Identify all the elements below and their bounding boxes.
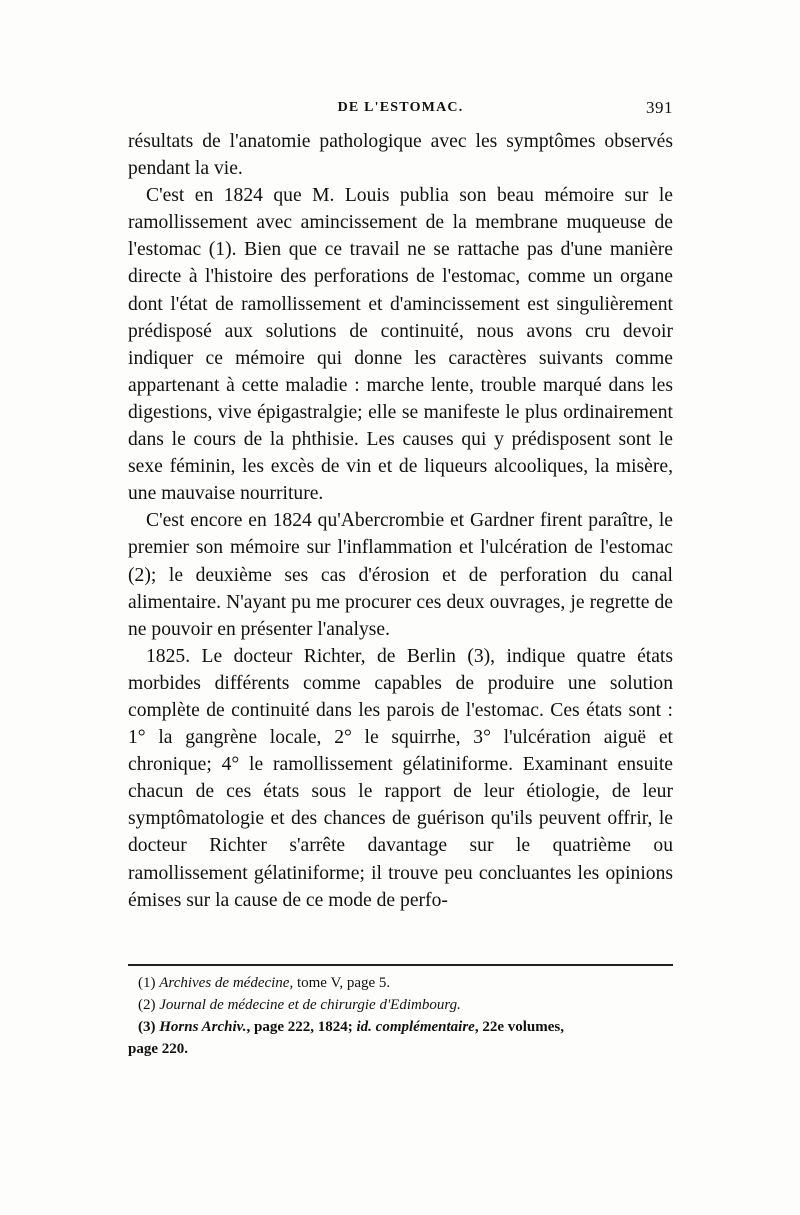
footnote-3 (128, 1016, 673, 1038)
page-number: 391 (646, 98, 673, 117)
footnote-2-marker: (2) (138, 997, 156, 1013)
paragraph-3: C'est encore en 1824 qu'Abercrombie et Gardner firent paraître, le premier son mémoire sur l'inflammation et l'ulcération de l'estomac (2); le deuxième ses cas d'érosion et de perforation du canal alimentaire. N'ayant pu me procurer ces deux ouvrages, je regrette de ne pouvoir en présenter l'analyse. (128, 510, 673, 640)
body-text (128, 128, 673, 914)
footnote-2 (128, 994, 673, 1016)
running-head (128, 100, 673, 126)
footnote-3-title2: id. complémentaire (356, 1019, 475, 1035)
footnote-3-rest2: , 22e volumes, (474, 1019, 564, 1035)
footnote-1-marker: (1) (138, 975, 156, 991)
footnotes (128, 972, 673, 1060)
footnote-2-title: Journal de médecine et de chirurgie d'Edimbourg. (159, 997, 461, 1013)
footnote-1-rest: , tome V, page 5. (289, 975, 391, 991)
footnote-3-continuation: page 220. (128, 1041, 188, 1057)
footnote-3-rest: , page 222, 1824; (246, 1019, 357, 1035)
paragraph-4: 1825. Le docteur Richter, de Berlin (3), indique quatre états morbides différents comme capables de produire une solution complète de continuité dans les parois de l'estomac. Ces états sont : 1° la gangrène locale, 2° le squirrhe, 3° l'ulcération aiguë et chronique; 4° le ramollissement gélatiniforme. Examinant ensuite chacun de ces états sous le rapport de leur étiologie, de leur symptômatologie et des chances de guérison qu'ils peuvent offrir, le docteur Richter s'arrête davantage sur le quatrième ou ramollissement gélatiniforme; il trouve peu concluantes les opinions émises sur la cause de ce mode de perfo- (128, 645, 673, 911)
paragraph-1: résultats de l'anatomie pathologique avec les symptômes observés pendant la vie. (128, 131, 673, 180)
footnote-3-title: Horns Archiv. (159, 1019, 247, 1035)
footnote-3-marker: (3) (138, 1019, 156, 1035)
footnote-1-title: Archives de médecine (159, 975, 290, 991)
paragraph-2: C'est en 1824 que M. Louis publia son beau mémoire sur le ramollissement avec amincissement de la membrane muqueuse de l'estomac (1). Bien que ce travail ne se rattache pas d'une manière directe à l'histoire des perforations de l'estomac, comme un organe dont l'état de ramollissement et d'amincissement est singulièrement prédisposé aux solutions de continuité, nous avons cru devoir indiquer ce mémoire qui donne les caractères suivants comme appartenant à cette maladie : marche lente, trouble marqué dans les digestions, vive épigastralgie; elle se manifeste le plus ordinairement dans le cours de la phthisie. Les causes qui y prédisposent sont le sexe féminin, les excès de vin et de liqueurs alcooliques, la misère, une mauvaise nourriture. (128, 185, 673, 505)
footnote-1 (128, 972, 673, 994)
footnote-rule (128, 964, 673, 966)
running-head-title: DE L'ESTOMAC. (337, 100, 464, 115)
